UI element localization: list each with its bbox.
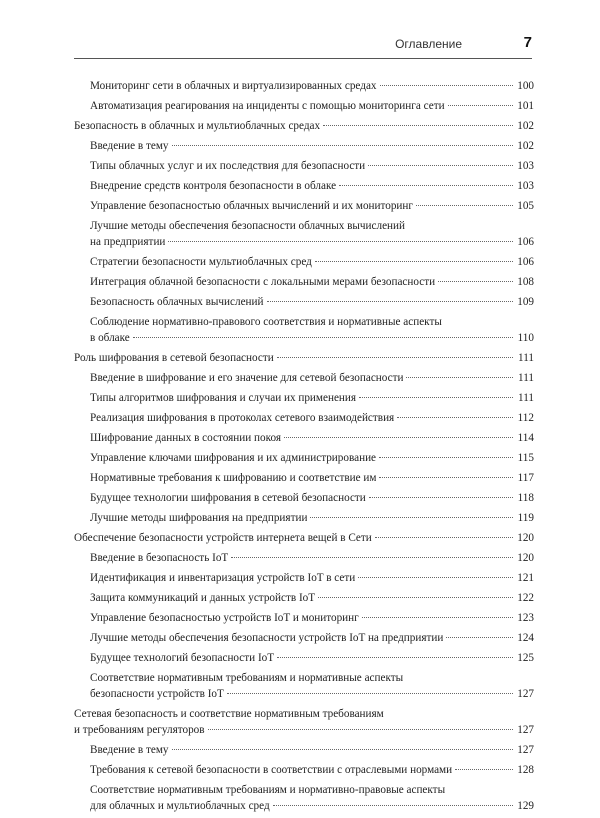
toc-entry-line <box>90 450 534 466</box>
toc-entry-page: 128 <box>517 764 534 776</box>
toc-entry-title: Управление безопасностью облачных вычислений и их мониторинг <box>90 200 413 212</box>
toc-entry-line <box>74 118 534 134</box>
toc-entry-line <box>90 410 534 426</box>
toc-entry-page: 127 <box>517 688 534 700</box>
dot-leader <box>380 85 514 86</box>
toc-subsection-entry <box>74 370 534 386</box>
dot-leader <box>368 165 513 166</box>
toc-subsection-entry <box>74 570 534 586</box>
toc-entry-line <box>90 274 534 290</box>
dot-leader <box>310 517 513 518</box>
toc-subsection-entry <box>74 254 534 270</box>
toc-subsection-entry <box>74 550 534 566</box>
toc-entry-page: 105 <box>517 200 534 212</box>
dot-leader <box>227 693 513 694</box>
toc-subsection-entry <box>74 274 534 290</box>
toc-entry-line <box>90 550 534 566</box>
dot-leader <box>323 125 513 126</box>
toc-entry-page: 102 <box>517 140 534 152</box>
header-rule <box>74 58 532 59</box>
toc-entry-title: Введение в шифрование и его значение для сетевой безопасности <box>90 372 404 384</box>
toc-entry-line <box>90 686 534 702</box>
toc-entry-page: 125 <box>517 652 534 664</box>
toc-entry-title-first-line: Соответствие нормативным требованиям и нормативно-правовые аспекты <box>90 784 446 796</box>
dot-leader <box>362 617 513 618</box>
running-title: Оглавление <box>395 37 462 51</box>
toc-section-entry <box>74 350 534 366</box>
dot-leader <box>277 357 513 358</box>
toc-entry-title: Обеспечение безопасности устройств интернета вещей в Сети <box>74 532 372 544</box>
page-number: 7 <box>523 34 532 51</box>
dot-leader <box>315 261 513 262</box>
toc-entry-title: Защита коммуникаций и данных устройств IoT <box>90 592 316 604</box>
toc-entry-line <box>90 390 534 406</box>
toc-entry-title: на предприятии <box>90 236 166 248</box>
toc-entry-line <box>74 350 534 366</box>
toc-entry-title: Реализация шифрования в протоколах сетевого взаимодействия <box>90 412 395 424</box>
dot-leader <box>448 105 513 106</box>
dot-leader <box>455 769 513 770</box>
toc-entry-line <box>90 630 534 646</box>
toc-entry-page: 129 <box>517 800 534 812</box>
toc-entry-page: 102 <box>517 120 534 132</box>
dot-leader <box>172 145 514 146</box>
toc-entry-title: Роль шифрования в сетевой безопасности <box>74 352 274 364</box>
toc-entry-line <box>90 742 534 758</box>
table-of-contents <box>74 78 534 818</box>
toc-entry-line <box>90 610 534 626</box>
toc-entry-line <box>90 590 534 606</box>
toc-subsection-entry <box>74 510 534 526</box>
toc-entry-title: Идентификация и инвентаризация устройств IoT в сети <box>90 572 356 584</box>
toc-subsection-entry <box>74 314 534 346</box>
dot-leader <box>438 281 513 282</box>
toc-entry-line <box>90 234 534 250</box>
toc-entry-title: Внедрение средств контроля безопасности в облаке <box>90 180 337 192</box>
toc-subsection-entry <box>74 294 534 310</box>
toc-entry-page: 106 <box>517 256 534 268</box>
dot-leader <box>358 577 513 578</box>
toc-entry-page: 111 <box>518 352 534 364</box>
toc-entry-title: Лучшие методы шифрования на предприятии <box>90 512 308 524</box>
toc-entry-title: для облачных и мультиоблачных сред <box>90 800 270 812</box>
dot-leader <box>231 557 513 558</box>
toc-entry-title: и требованиям регуляторов <box>74 724 205 736</box>
dot-leader <box>416 205 513 206</box>
toc-entry-line <box>90 762 534 778</box>
toc-entry-line <box>90 650 534 666</box>
toc-subsection-entry <box>74 610 534 626</box>
toc-entry-line <box>90 178 534 194</box>
toc-entry-line <box>90 294 534 310</box>
toc-subsection-entry <box>74 98 534 114</box>
toc-entry-line <box>90 78 534 94</box>
toc-section-entry <box>74 706 534 738</box>
toc-entry-line <box>90 254 534 270</box>
toc-subsection-entry <box>74 630 534 646</box>
toc-entry-title: Безопасность в облачных и мультиоблачных средах <box>74 120 321 132</box>
toc-entry-title: Будущее технологии шифрования в сетевой безопасности <box>90 492 366 504</box>
dot-leader <box>277 657 513 658</box>
toc-entry-title-first-line: Соответствие нормативным требованиям и нормативные аспекты <box>90 672 404 684</box>
toc-subsection-entry <box>74 762 534 778</box>
toc-entry-title: в облаке <box>90 332 130 344</box>
dot-leader <box>284 437 513 438</box>
toc-entry-title: Нормативные требования к шифрованию и соответствие им <box>90 472 377 484</box>
toc-entry-page: 117 <box>517 472 534 484</box>
toc-entry-title: Управление ключами шифрования и их администрирование <box>90 452 377 464</box>
toc-entry-page: 103 <box>517 180 534 192</box>
toc-subsection-entry <box>74 670 534 702</box>
toc-section-entry <box>74 118 534 134</box>
toc-subsection-entry <box>74 198 534 214</box>
toc-entry-line <box>74 530 534 546</box>
toc-entry-line <box>90 470 534 486</box>
dot-leader <box>318 597 513 598</box>
dot-leader <box>208 729 513 730</box>
toc-subsection-entry <box>74 470 534 486</box>
dot-leader <box>446 637 513 638</box>
toc-entry-page: 120 <box>517 532 534 544</box>
toc-entry-page: 120 <box>517 552 534 564</box>
toc-subsection-entry <box>74 410 534 426</box>
toc-entry-page: 127 <box>517 744 534 756</box>
dot-leader <box>369 497 513 498</box>
toc-subsection-entry <box>74 218 534 250</box>
toc-entry-line <box>90 570 534 586</box>
toc-entry-title: Автоматизация реагирования на инциденты с помощью мониторинга сети <box>90 100 445 112</box>
toc-entry-title: Лучшие методы обеспечения безопасности устройств IoT на предприятии <box>90 632 444 644</box>
toc-subsection-entry <box>74 490 534 506</box>
toc-subsection-entry <box>74 78 534 94</box>
dot-leader <box>397 417 513 418</box>
toc-entry-page: 111 <box>518 392 534 404</box>
toc-section-entry <box>74 530 534 546</box>
toc-entry-line <box>90 798 534 814</box>
toc-entry-title: Безопасность облачных вычислений <box>90 296 264 308</box>
toc-entry-page: 109 <box>517 296 534 308</box>
toc-entry-page: 124 <box>517 632 534 644</box>
toc-entry-page: 110 <box>517 332 534 344</box>
toc-subsection-entry <box>74 650 534 666</box>
toc-entry-page: 118 <box>517 492 534 504</box>
dot-leader <box>406 377 513 378</box>
toc-entry-line <box>90 370 534 386</box>
toc-entry-page: 127 <box>517 724 534 736</box>
toc-entry-title-first-line: Соблюдение нормативно-правового соответствия и нормативные аспекты <box>90 316 442 328</box>
toc-entry-line <box>90 158 534 174</box>
toc-subsection-entry <box>74 138 534 154</box>
toc-entry-line <box>74 722 534 738</box>
toc-entry-title: Введение в безопасность IoT <box>90 552 229 564</box>
toc-entry-page: 123 <box>517 612 534 624</box>
toc-entry-page: 108 <box>517 276 534 288</box>
toc-entry-page: 121 <box>517 572 534 584</box>
toc-entry-line <box>90 198 534 214</box>
toc-entry-title-first-line: Сетевая безопасность и соответствие нормативным требованиям <box>74 708 384 720</box>
toc-entry-title: Интеграция облачной безопасности с локальными мерами безопасности <box>90 276 436 288</box>
toc-entry-title: Шифрование данных в состоянии покоя <box>90 432 281 444</box>
toc-entry-line <box>90 490 534 506</box>
toc-entry-title: Управление безопасностью устройств IoT и мониторинг <box>90 612 359 624</box>
toc-entry-line <box>90 98 534 114</box>
toc-entry-page: 122 <box>517 592 534 604</box>
toc-entry-line <box>90 510 534 526</box>
toc-entry-page: 101 <box>517 100 534 112</box>
toc-entry-line <box>90 430 534 446</box>
toc-entry-page: 112 <box>517 412 534 424</box>
toc-entry-title: Будущее технологий безопасности IoT <box>90 652 275 664</box>
page-header <box>74 34 532 54</box>
toc-entry-line <box>90 330 534 346</box>
toc-entry-title: Введение в тему <box>90 744 169 756</box>
dot-leader <box>339 185 513 186</box>
dot-leader <box>273 805 513 806</box>
dot-leader <box>375 537 513 538</box>
toc-subsection-entry <box>74 430 534 446</box>
toc-entry-page: 111 <box>518 372 534 384</box>
toc-subsection-entry <box>74 742 534 758</box>
toc-subsection-entry <box>74 782 534 814</box>
toc-entry-page: 114 <box>517 432 534 444</box>
dot-leader <box>379 477 513 478</box>
dot-leader <box>267 301 513 302</box>
toc-entry-page: 103 <box>517 160 534 172</box>
toc-entry-title: Типы алгоритмов шифрования и случаи их применения <box>90 392 357 404</box>
toc-subsection-entry <box>74 178 534 194</box>
toc-entry-title: Мониторинг сети в облачных и виртуализированных средах <box>90 80 377 92</box>
toc-entry-title-first-line: Лучшие методы обеспечения безопасности облачных вычислений <box>90 220 406 232</box>
toc-entry-title: Введение в тему <box>90 140 169 152</box>
toc-entry-page: 119 <box>517 512 534 524</box>
dot-leader <box>379 457 513 458</box>
dot-leader <box>359 397 513 398</box>
toc-entry-page: 100 <box>517 80 534 92</box>
toc-subsection-entry <box>74 590 534 606</box>
toc-subsection-entry <box>74 390 534 406</box>
toc-subsection-entry <box>74 450 534 466</box>
toc-entry-title: безопасности устройств IoT <box>90 688 224 700</box>
toc-entry-page: 106 <box>517 236 534 248</box>
dot-leader <box>133 337 513 338</box>
toc-entry-title: Стратегии безопасности мультиоблачных сред <box>90 256 312 268</box>
dot-leader <box>168 241 513 242</box>
toc-entry-title: Требования к сетевой безопасности в соответствии с отраслевыми нормами <box>90 764 453 776</box>
toc-entry-line <box>90 138 534 154</box>
toc-entry-title: Типы облачных услуг и их последствия для безопасности <box>90 160 366 172</box>
toc-entry-page: 115 <box>517 452 534 464</box>
toc-subsection-entry <box>74 158 534 174</box>
